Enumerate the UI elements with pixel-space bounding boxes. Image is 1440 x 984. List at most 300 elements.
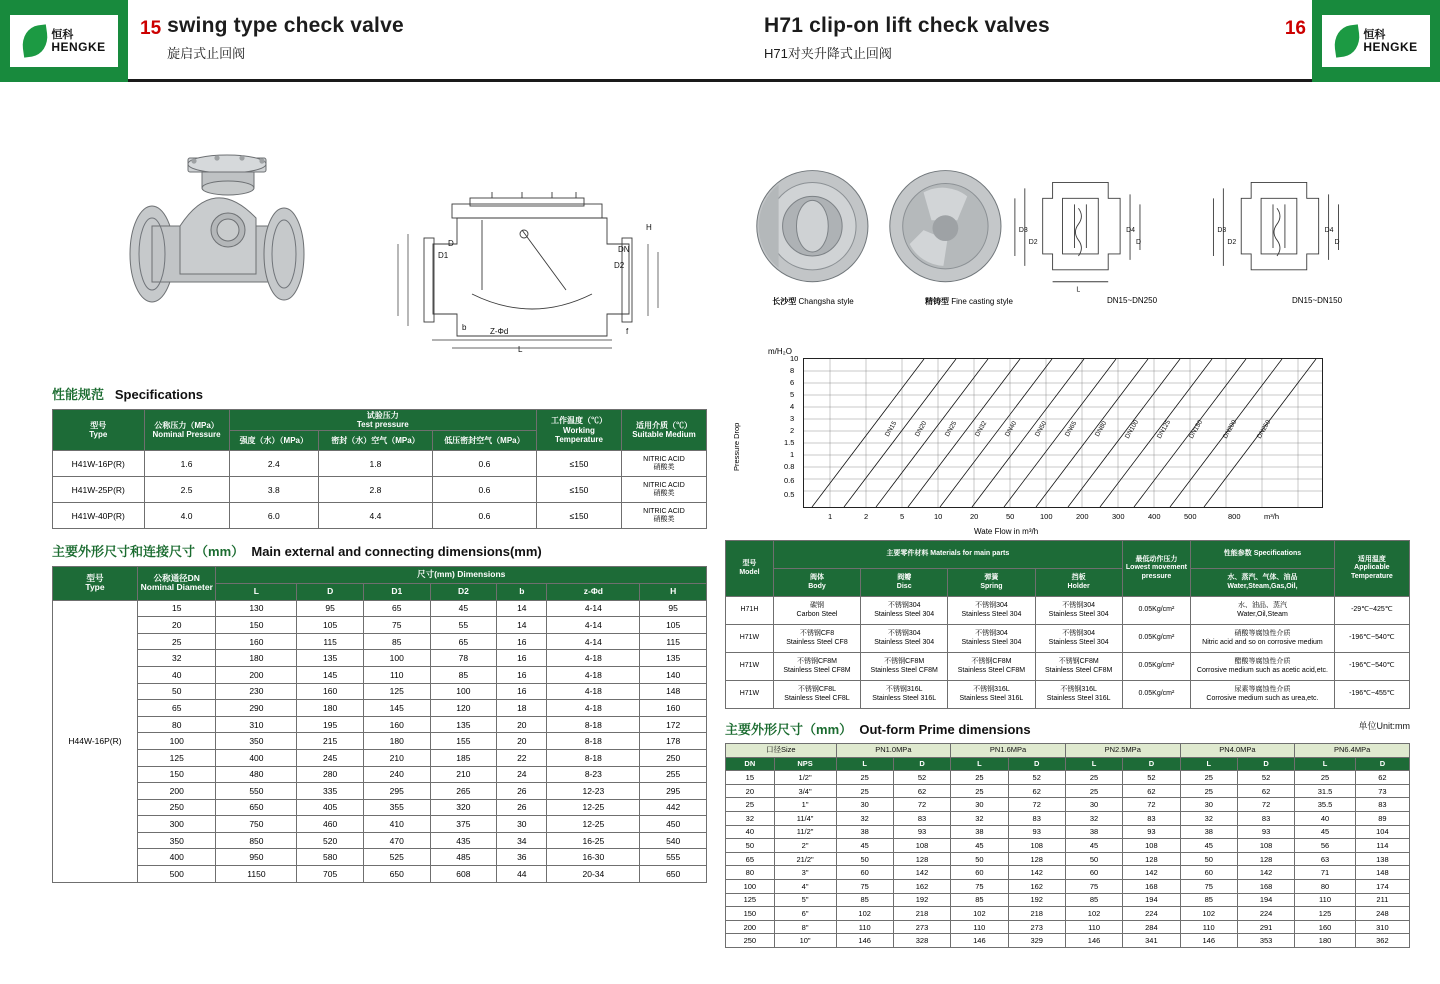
cell-D: 128: [893, 852, 950, 866]
cell-L: 850: [216, 832, 297, 849]
cell-L: 75: [1180, 879, 1237, 893]
cell-D: 405: [297, 799, 364, 816]
col-D: D: [1123, 757, 1180, 771]
cell-H: 160: [640, 700, 707, 717]
cell-D2: 120: [430, 700, 497, 717]
caption-dn15-dn150: [1227, 296, 1407, 307]
outform-heading-cn: 主要外形尺寸: [725, 722, 804, 737]
cell-lowseal: 0.6: [432, 477, 536, 503]
table-header-row: [726, 541, 1410, 569]
col-D: D: [1355, 757, 1409, 771]
cell-D: 211: [1355, 893, 1409, 907]
cell-L: 102: [951, 907, 1008, 921]
cell-b: 36: [497, 849, 547, 866]
cell-D: 580: [297, 849, 364, 866]
cell-dn: 400: [138, 849, 216, 866]
table-row: [53, 503, 707, 529]
cell-L: 110: [951, 920, 1008, 934]
cell-nps: 6": [774, 907, 836, 921]
svg-text:D: D: [1136, 239, 1142, 247]
dim-heading-en: Main external and connecting dimensions(mm): [251, 544, 542, 560]
ytick-1p5: 1.5: [784, 438, 795, 447]
cell-nps: 2": [774, 839, 836, 853]
col-L: L: [1065, 757, 1122, 771]
cell-L: 75: [1065, 879, 1122, 893]
table-row: [726, 934, 1410, 948]
cell-D: 83: [1123, 811, 1180, 825]
cell-temp: ≤150: [536, 503, 621, 529]
cell-media: 醋酸等腐蚀性介质 Corrosive medium such as acetic acid,etc.: [1191, 653, 1335, 681]
logo-left: [0, 0, 128, 82]
svg-text:D3: D3: [1018, 227, 1028, 235]
cell-D: 128: [1237, 852, 1294, 866]
cell-L: 30: [1180, 798, 1237, 812]
cell-L: 45: [1180, 839, 1237, 853]
caption-cn: 长沙型: [772, 297, 797, 306]
table-row: [53, 666, 707, 683]
cell-media: 水、油品、蒸汽 Water,Oil,Steam: [1191, 597, 1335, 625]
cell-dn: 50: [138, 683, 216, 700]
cell-D: 520: [297, 832, 364, 849]
col-nominal-diameter: 公称通径DN Nominal Diameter: [138, 567, 216, 600]
cell-D: 245: [297, 749, 364, 766]
cell-medium: NITRIC ACID 硝酸类: [621, 451, 706, 477]
svg-text:b: b: [462, 323, 467, 332]
col-H: H: [640, 583, 707, 600]
unit-note: 单位Unit:mm: [1358, 721, 1410, 731]
main-dimensions-heading: [52, 541, 707, 560]
xtick-50: 50: [1006, 512, 1015, 521]
table-header-row: [53, 410, 707, 431]
cell-L: 50: [1065, 852, 1122, 866]
cell-L: 45: [951, 839, 1008, 853]
cell-D: 174: [1355, 879, 1409, 893]
cell-model: H71W: [726, 653, 774, 681]
cell-D: 128: [1008, 852, 1065, 866]
cell-D: 95: [297, 600, 364, 617]
col-D: D: [893, 757, 950, 771]
caption-en: Changsha style: [798, 297, 854, 306]
cell-L: 50: [836, 852, 893, 866]
cell-L: 32: [1065, 811, 1122, 825]
title-right: [720, 0, 1312, 79]
caption-cn: 精铸型: [924, 297, 949, 306]
table-row: [726, 839, 1410, 853]
cell-nps: 3": [774, 866, 836, 880]
col-b: b: [497, 583, 547, 600]
series-label-dn250: DN250: [1255, 418, 1273, 440]
xtick-100: 100: [1040, 512, 1053, 521]
cell-body: 不锈钢CF8M Stainless Steel CF8M: [773, 653, 860, 681]
table-row: [53, 749, 707, 766]
page-header: [0, 0, 1440, 108]
cell-b: 34: [497, 832, 547, 849]
cell-D: 160: [297, 683, 364, 700]
cell-D1: 85: [363, 633, 430, 650]
table-row: [726, 811, 1410, 825]
cell-D2: 320: [430, 799, 497, 816]
cell-b: 26: [497, 799, 547, 816]
series-label-dn125: DN125: [1155, 418, 1173, 440]
cell-strength: 3.8: [229, 477, 318, 503]
cell-L: 550: [216, 783, 297, 800]
cell-D: 142: [1123, 866, 1180, 880]
cell-zd: 4-14: [547, 633, 640, 650]
cell-D: 168: [1237, 879, 1294, 893]
cell-L: 38: [1180, 825, 1237, 839]
col-nominal-pressure: 公称压力（MPa） Nominal Pressure: [144, 410, 229, 451]
cell-D: 93: [893, 825, 950, 839]
cell-nps: 21/2": [774, 852, 836, 866]
svg-text:H: H: [646, 223, 652, 232]
cell-D: 273: [1008, 920, 1065, 934]
cell-seal: 4.4: [319, 503, 433, 529]
cell-type: H44W-16P(R): [53, 600, 138, 882]
cell-b: 16: [497, 683, 547, 700]
series-label-dn15: DN15: [883, 420, 899, 438]
cell-D: 142: [893, 866, 950, 880]
cell-D1: 145: [363, 700, 430, 717]
cell-spring: 不锈钢304 Stainless Steel 304: [948, 597, 1035, 625]
svg-text:L: L: [518, 345, 523, 354]
col-L: L: [836, 757, 893, 771]
outform-heading-en: Out-form Prime dimensions: [859, 722, 1031, 737]
cell-D: 362: [1355, 934, 1409, 948]
cell-L: 38: [1065, 825, 1122, 839]
cell-H: 650: [640, 866, 707, 883]
cell-D: 195: [297, 716, 364, 733]
cell-L: 150: [216, 617, 297, 634]
specifications-table: [52, 409, 707, 529]
chart-ylabel: Pressure Drop: [732, 422, 741, 471]
cell-D: 162: [1008, 879, 1065, 893]
cell-model: H71H: [726, 597, 774, 625]
col-pn25: PN2.5MPa: [1065, 744, 1180, 758]
cell-dn: 350: [138, 832, 216, 849]
cell-D: 248: [1355, 907, 1409, 921]
series-label-dn200: DN200: [1221, 418, 1239, 440]
cell-L: 230: [216, 683, 297, 700]
col-D: D: [297, 583, 364, 600]
cell-b: 20: [497, 716, 547, 733]
series-label-dn80: DN80: [1093, 420, 1109, 438]
cell-L: 71: [1295, 866, 1356, 880]
cell-zd: 12-25: [547, 799, 640, 816]
cell-D1: 525: [363, 849, 430, 866]
table-row: [53, 650, 707, 667]
col-working-temperature: 工作温度（℃） Working Temperature: [536, 410, 621, 451]
cell-nps: 11/4": [774, 811, 836, 825]
cell-D: 72: [1237, 798, 1294, 812]
cell-L: 130: [216, 600, 297, 617]
cell-D: 89: [1355, 811, 1409, 825]
cell-L: 146: [1065, 934, 1122, 948]
cell-L: 60: [1065, 866, 1122, 880]
xtick-400: 400: [1148, 512, 1161, 521]
cell-zd: 8-18: [547, 716, 640, 733]
cell-dn: 150: [138, 766, 216, 783]
ytick-5: 5: [790, 390, 795, 399]
cell-type: H41W-16P(R): [53, 451, 145, 477]
svg-text:D4: D4: [1324, 227, 1334, 235]
cell-dn: 40: [726, 825, 775, 839]
cell-L: 30: [951, 798, 1008, 812]
cell-D: 83: [1237, 811, 1294, 825]
cell-D: 93: [1008, 825, 1065, 839]
cell-L: 25: [1295, 771, 1356, 785]
cell-holder: 不锈钢304 Stainless Steel 304: [1035, 597, 1122, 625]
table-row: [726, 852, 1410, 866]
col-L: L: [1295, 757, 1356, 771]
cell-L: 146: [1180, 934, 1237, 948]
cell-D: 62: [1355, 771, 1409, 785]
cell-zd: 4-18: [547, 683, 640, 700]
cell-strength: 6.0: [229, 503, 318, 529]
svg-text:L: L: [1076, 286, 1081, 294]
ytick-8: 8: [790, 366, 795, 375]
table-row: [53, 683, 707, 700]
cell-dn: 150: [726, 907, 775, 921]
cell-b: 14: [497, 600, 547, 617]
cell-b: 20: [497, 733, 547, 750]
table-row: [726, 825, 1410, 839]
cell-L: 110: [1065, 920, 1122, 934]
cell-L: 85: [951, 893, 1008, 907]
cell-H: 140: [640, 666, 707, 683]
cell-temp: -196℃~455℃: [1334, 681, 1409, 709]
cell-L: 350: [216, 733, 297, 750]
cell-temp: ≤150: [536, 451, 621, 477]
cell-D2: 85: [430, 666, 497, 683]
table-row: [53, 477, 707, 503]
leaf-icon: [20, 24, 50, 57]
chart-plot-area: [732, 347, 1323, 536]
cell-dn: 125: [138, 749, 216, 766]
col-dn: DN: [726, 757, 775, 771]
ytick-0p8: 0.8: [784, 462, 795, 471]
cell-L: 102: [1180, 907, 1237, 921]
cell-dn: 100: [138, 733, 216, 750]
cell-zd: 12-25: [547, 816, 640, 833]
cell-dn: 25: [726, 798, 775, 812]
cell-dn: 20: [138, 617, 216, 634]
col-pn16: PN1.6MPa: [951, 744, 1066, 758]
logo-en-right: HENGKE: [1363, 39, 1418, 54]
cell-D: 224: [1237, 907, 1294, 921]
main-dimensions-table: [52, 566, 707, 882]
table-row: [53, 783, 707, 800]
cell-L: 30: [1065, 798, 1122, 812]
col-pn64: PN6.4MPa: [1295, 744, 1410, 758]
table-row: [53, 799, 707, 816]
cell-H: 555: [640, 849, 707, 866]
cell-L: 32: [1180, 811, 1237, 825]
table-header-row: [726, 744, 1410, 758]
caption-dn15-dn250: [1037, 296, 1227, 307]
cell-D2: 100: [430, 683, 497, 700]
col-suitable-medium: 适用介质（℃） Suitable Medium: [621, 410, 706, 451]
cell-L: 25: [1180, 784, 1237, 798]
specifications-heading: [52, 384, 707, 403]
ytick-3: 3: [790, 414, 795, 423]
table-row: [726, 866, 1410, 880]
cell-nps: 1/2": [774, 771, 836, 785]
title-cn-right: H71对夹升降式止回阀: [764, 46, 892, 61]
cell-D: 62: [1008, 784, 1065, 798]
cell-D1: 180: [363, 733, 430, 750]
cell-dn: 200: [138, 783, 216, 800]
ytick-0p5: 0.5: [784, 490, 795, 499]
cell-L: 310: [216, 716, 297, 733]
col-zd: z-Φd: [547, 583, 640, 600]
cell-L: 25: [1065, 784, 1122, 798]
cell-H: 295: [640, 783, 707, 800]
xtick-5: 5: [900, 512, 905, 521]
cell-L: 160: [1295, 920, 1356, 934]
outform-heading: [725, 719, 1410, 738]
cell-L: 60: [836, 866, 893, 880]
cell-L: 85: [1065, 893, 1122, 907]
series-label-dn32: DN32: [973, 420, 989, 438]
col-media: 水、蒸汽、气体、油品 Water,Steam,Gas,Oil,: [1191, 569, 1335, 597]
cell-H: 540: [640, 832, 707, 849]
cell-lowseal: 0.6: [432, 503, 536, 529]
table-row: [726, 879, 1410, 893]
cell-D: 52: [1008, 771, 1065, 785]
series-label-dn40: DN40: [1003, 420, 1019, 438]
cell-D: 52: [893, 771, 950, 785]
outform-body: [726, 771, 1410, 948]
dim-heading-cn: 主要外形尺寸和连接尺寸: [52, 544, 196, 560]
cell-zd: 20-34: [547, 866, 640, 883]
cell-L: 60: [951, 866, 1008, 880]
col-dimensions: 尺寸(mm) Dimensions: [216, 567, 707, 584]
xtick-1: 1: [828, 512, 833, 521]
xtick-10: 10: [934, 512, 943, 521]
cell-D: 83: [1008, 811, 1065, 825]
ytick-2: 2: [790, 426, 795, 435]
cell-nominal: 4.0: [144, 503, 229, 529]
cell-D1: 295: [363, 783, 430, 800]
valve-photos-and-sections: [725, 148, 1410, 348]
cell-L: 45: [836, 839, 893, 853]
cell-dn: 200: [726, 920, 775, 934]
table-row: [53, 849, 707, 866]
cell-L: 160: [216, 633, 297, 650]
cell-L: 25: [1180, 771, 1237, 785]
cell-b: 16: [497, 633, 547, 650]
cell-dn: 50: [726, 839, 775, 853]
cell-dn: 32: [726, 811, 775, 825]
cell-D2: 55: [430, 617, 497, 634]
cell-L: 38: [951, 825, 1008, 839]
dimensions-body: [53, 600, 707, 882]
svg-text:f: f: [626, 327, 629, 336]
col-low-seal: 低压密封空气（MPa）: [432, 431, 536, 451]
cell-pressure: 0.05Kg/cm²: [1122, 653, 1190, 681]
cell-D: 73: [1355, 784, 1409, 798]
cell-dn: 100: [726, 879, 775, 893]
logo-cn-right: 恒科: [1363, 28, 1386, 41]
table-row: [726, 798, 1410, 812]
cell-D: 105: [297, 617, 364, 634]
table-row: [53, 617, 707, 634]
cell-nominal: 2.5: [144, 477, 229, 503]
cell-D: 142: [1237, 866, 1294, 880]
cell-D2: 265: [430, 783, 497, 800]
cell-D: 52: [1123, 771, 1180, 785]
cell-D: 62: [1123, 784, 1180, 798]
cell-D1: 100: [363, 650, 430, 667]
cell-H: 105: [640, 617, 707, 634]
cell-D1: 65: [363, 600, 430, 617]
cell-media: 尿素等腐蚀性介质 Corrosive medium such as urea,etc.: [1191, 681, 1335, 709]
ytick-4: 4: [790, 402, 795, 411]
cell-H: 135: [640, 650, 707, 667]
cell-L: 63: [1295, 852, 1356, 866]
cell-D: 83: [893, 811, 950, 825]
cell-holder: 不锈钢CF8M Stainless Steel CF8M: [1035, 653, 1122, 681]
cell-D: 72: [893, 798, 950, 812]
cell-D: 138: [1355, 852, 1409, 866]
cell-media: 硝酸等腐蚀性介质 Nitric acid and so on corrosive medium: [1191, 625, 1335, 653]
cell-L: 25: [951, 771, 1008, 785]
cell-L: 146: [836, 934, 893, 948]
cell-nps: 1": [774, 798, 836, 812]
title-band: [128, 0, 1312, 82]
cell-D: 194: [1123, 893, 1180, 907]
cell-H: 250: [640, 749, 707, 766]
col-L: L: [951, 757, 1008, 771]
cell-L: 950: [216, 849, 297, 866]
table-row: [726, 653, 1410, 681]
cell-disc: 不锈钢316L Stainless Steel 316L: [861, 681, 948, 709]
col-pn40: PN4.0MPa: [1180, 744, 1295, 758]
dim-heading-unit: （mm）: [195, 544, 245, 560]
cell-D: 168: [1123, 879, 1180, 893]
logo-mark-right: [1322, 15, 1430, 67]
table-row: [726, 907, 1410, 921]
cell-b: 22: [497, 749, 547, 766]
table-row: [53, 700, 707, 717]
cell-D2: 375: [430, 816, 497, 833]
cell-L: 45: [1065, 839, 1122, 853]
cell-D1: 355: [363, 799, 430, 816]
col-disc: 阀瓣 Disc: [861, 569, 948, 597]
col-lowest-pressure: 最低动作压力 Lowest movement pressure: [1122, 541, 1190, 597]
cell-b: 16: [497, 650, 547, 667]
cell-D: 128: [1123, 852, 1180, 866]
title-left: [128, 0, 720, 79]
cell-zd: 4-18: [547, 700, 640, 717]
col-L: L: [1180, 757, 1237, 771]
caption-changsha: [725, 296, 901, 307]
svg-text:D2: D2: [1227, 239, 1237, 247]
cell-L: 56: [1295, 839, 1356, 853]
logo-mark-left: [10, 15, 118, 67]
chart-svg: [804, 359, 1322, 507]
svg-text:D: D: [448, 239, 454, 248]
table-row: [53, 451, 707, 477]
cell-spring: 不锈钢CF8M Stainless Steel CF8M: [948, 653, 1035, 681]
title-en-left: swing type check valve: [167, 14, 404, 37]
cell-D1: 240: [363, 766, 430, 783]
ytick-0p6: 0.6: [784, 476, 795, 485]
cell-b: 26: [497, 783, 547, 800]
cell-D: 135: [297, 650, 364, 667]
cell-L: 30: [836, 798, 893, 812]
col-type: 型号 Type: [53, 567, 138, 600]
